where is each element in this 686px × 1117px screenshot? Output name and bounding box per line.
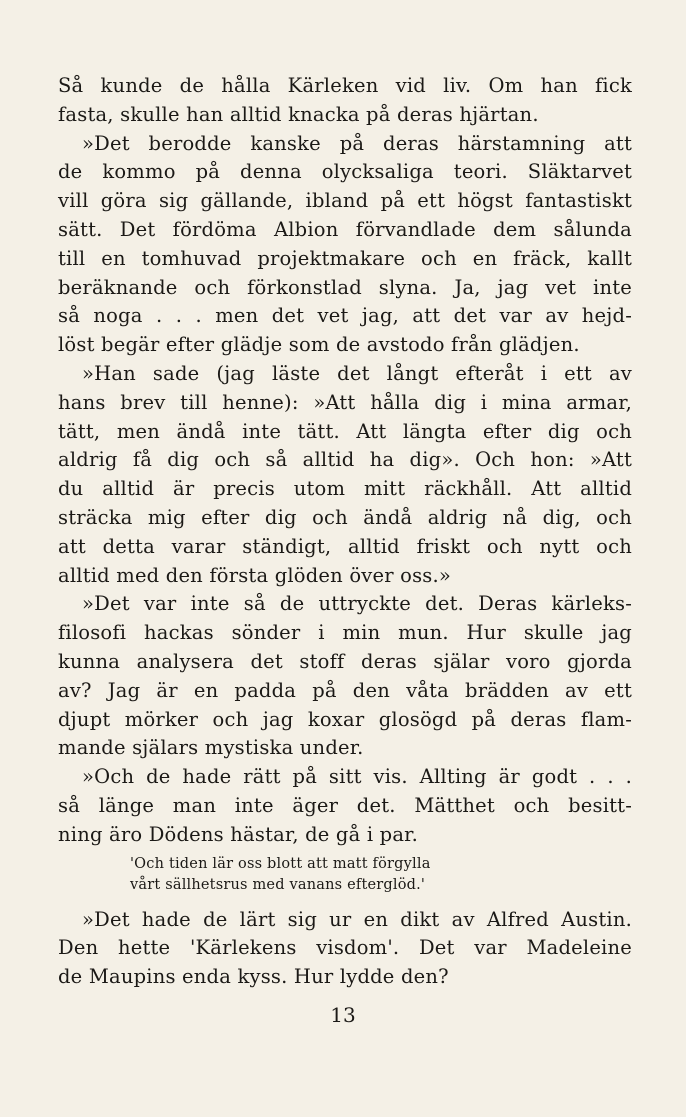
text-line: Den hette 'Kärlekens visdom'. Det var Madeleine <box>58 936 632 960</box>
text-line: mande själars mystiska under. <box>58 736 364 760</box>
text-line: »Det berodde kanske på deras härstamning att <box>82 131 632 155</box>
text-line: de kommo på denna olycksaliga teori. Släktarvet <box>58 160 632 184</box>
text-line: hans brev till henne): »Att hålla dig i mina armar, <box>58 390 632 414</box>
text-line: så länge man inte äger det. Mätthet och besitt- <box>58 793 632 817</box>
text-line: löst begär efter glädje som de avstodo från glädjen. <box>58 333 580 357</box>
text-line: du alltid är precis utom mitt räckhåll. Att alltid <box>58 477 632 501</box>
text-line: till en tomhuvad projektmakare och en fräck, kallt <box>58 246 632 270</box>
poem-quote <box>58 854 632 896</box>
text-line: Så kunde de hålla Kärleken vid liv. Om han fick <box>58 74 632 97</box>
text-line: filosofi hackas sönder i min mun. Hur skulle jag <box>58 621 632 645</box>
text-line: att detta varar ständigt, alltid friskt och nytt och <box>58 534 632 558</box>
text-line: sätt. Det fördöma Albion förvandlade dem sålunda <box>58 217 632 241</box>
page-number: 13 <box>330 1003 356 1027</box>
text-line: sträcka mig efter dig och ändå aldrig nå dig, och <box>58 505 632 529</box>
text-line: ning äro Dödens hästar, de gå i par. <box>58 822 418 846</box>
text-line: så noga . . . men det vet jag, att det var av hejd- <box>58 304 632 328</box>
text-line: fasta, skulle han alltid knacka på deras hjärtan. <box>58 102 539 126</box>
text-line: »Det hade de lärt sig ur en dikt av Alfred Austin. <box>82 907 632 931</box>
text-line: av? Jag är en padda på den våta brädden av ett <box>58 678 632 702</box>
text-line: beräknande och förkonstlad slyna. Ja, jag vet inte <box>58 275 632 299</box>
text-line: »Det var inte så de uttryckte det. Deras kärleks- <box>82 592 632 616</box>
text-line: aldrig få dig och så alltid ha dig». Och hon: »Att <box>58 448 632 472</box>
text-line: vill göra sig gällande, ibland på ett högst fantastiskt <box>58 189 632 213</box>
text-line: »Och de hade rätt på sitt vis. Allting är godt . . . <box>82 765 632 789</box>
text-line: »Han sade (jag läste det långt efteråt i ett av <box>82 361 632 385</box>
text-line: djupt mörker och jag koxar glosögd på deras flam- <box>58 707 632 731</box>
quote-line: vårt sällhetsrus med vanans efterglöd.' <box>130 876 426 893</box>
body-text <box>58 72 632 992</box>
text-line: tätt, men ändå inte tätt. Att längta efter dig och <box>58 419 632 443</box>
text-line: de Maupins enda kyss. Hur lydde den? <box>58 965 449 989</box>
text-line: kunna analysera det stoff deras själar voro gjorda <box>58 649 632 673</box>
quote-line: 'Och tiden lär oss blott att matt förgylla <box>130 855 431 872</box>
text-line: alltid med den första glöden över oss.» <box>58 563 452 587</box>
